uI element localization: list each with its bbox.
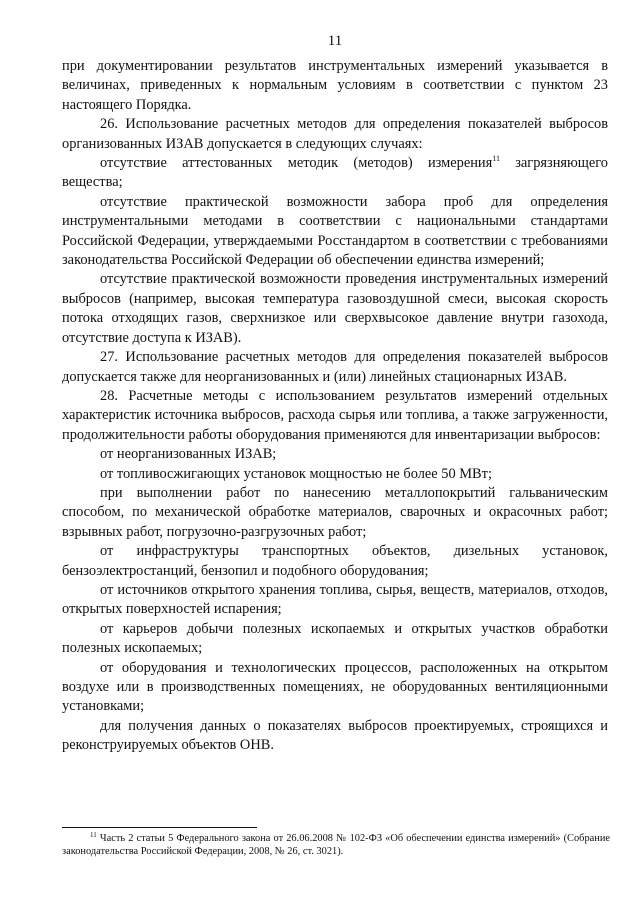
footnote-marker: 11 — [90, 831, 97, 839]
list-item-fuel-burning: от топливосжигающих установок мощностью не более 50 МВт; — [100, 465, 492, 482]
paragraph-no-certified-methods-text: отсутствие аттестованных методик (методов) измерения — [100, 155, 493, 172]
paragraph-item-27: 27. Использование расчетных методов для определения показателей выбросов допускается также для неорганизованных и (или) линейных стационарных ИЗАВ. — [62, 349, 608, 385]
list-item-open-storage: от источников открытого хранения топлива, сырья, веществ, материалов, отходов, открытых поверхностей испарения; — [62, 581, 608, 618]
paragraph-no-measurement: отсутствие практической возможности проведения инструментальных измерений выбросов (например, высокая температура газовоздушной смеси, высокая скорость потока отходящих газов, сверхнизкое или сверхвысокое давление внутри газохода, отсутствие доступа к ИЗАВ). — [62, 271, 608, 346]
list-item-galvanic-works: при выполнении работ по нанесению металлопокрытий гальваническим способом, по механической обработке материалов, сварочных и окрасочных работ; взрывных работ, погрузочно-разгрузочных работ; — [62, 484, 608, 540]
footnote — [62, 832, 610, 858]
paragraph-item-26: 26. Использование расчетных методов для определения показателей выбросов организованных ИЗАВ допускается в следующих случаях: — [62, 116, 608, 152]
paragraph-item-28: 28. Расчетные методы с использованием результатов измерений отдельных характеристик источника выбросов, расхода сырья или топлива, а также загруженности, продолжительности работы оборудования применяются для инвентаризации выбросов: — [62, 387, 608, 443]
document-page — [62, 32, 608, 756]
footnote-divider — [62, 827, 257, 828]
list-item-open-air-equipment: от оборудования и технологических процессов, расположенных на открытом воздухе или в производственных помещениях, не оборудованных вентиляционными установками; — [62, 659, 608, 715]
paragraph-no-sampling: отсутствие практической возможности забора проб для определения инструментальными методами в соответствии с национальными стандартами Российской Федерации, утверждаемыми Росстандартом в соответствии с требованиями законодательства Российской Федерации об обеспечении единства измерений; — [62, 193, 608, 269]
paragraph-continuation: при документировании результатов инструментальных измерений указывается в величинах, приведенных к нормальным условиям в соответствии с пунктом 23 настоящего Порядка. — [62, 58, 608, 113]
footnote-reference: 11 — [492, 154, 500, 164]
paragraph-no-certified-methods — [62, 154, 608, 193]
list-item-projected-objects: для получения данных о показателях выбросов проектируемых, строящихся и реконструируемых объектов ОНВ. — [62, 717, 608, 754]
list-item-unorganized: от неорганизованных ИЗАВ; — [100, 446, 277, 463]
list-item-transport: от инфраструктуры транспортных объектов, дизельных установок, бензоэлектростанций, бензопил и подобного оборудования; — [62, 543, 608, 579]
paragraph-no-certified-methods-tail: загрязняющего вещества; — [62, 155, 608, 191]
list-item-quarries: от карьеров добычи полезных ископаемых и открытых участков обработки полезных ископаемых; — [62, 620, 608, 657]
document-body — [62, 57, 608, 756]
page-number: 11 — [327, 33, 343, 49]
footnote-text: Часть 2 статьи 5 Федерального закона от 26.06.2008 № 102-ФЗ «Об обеспечении единства измерений» (Собрание законодательства Российской Федерации, 2008, № 26, ст. 3021). — [62, 833, 610, 857]
